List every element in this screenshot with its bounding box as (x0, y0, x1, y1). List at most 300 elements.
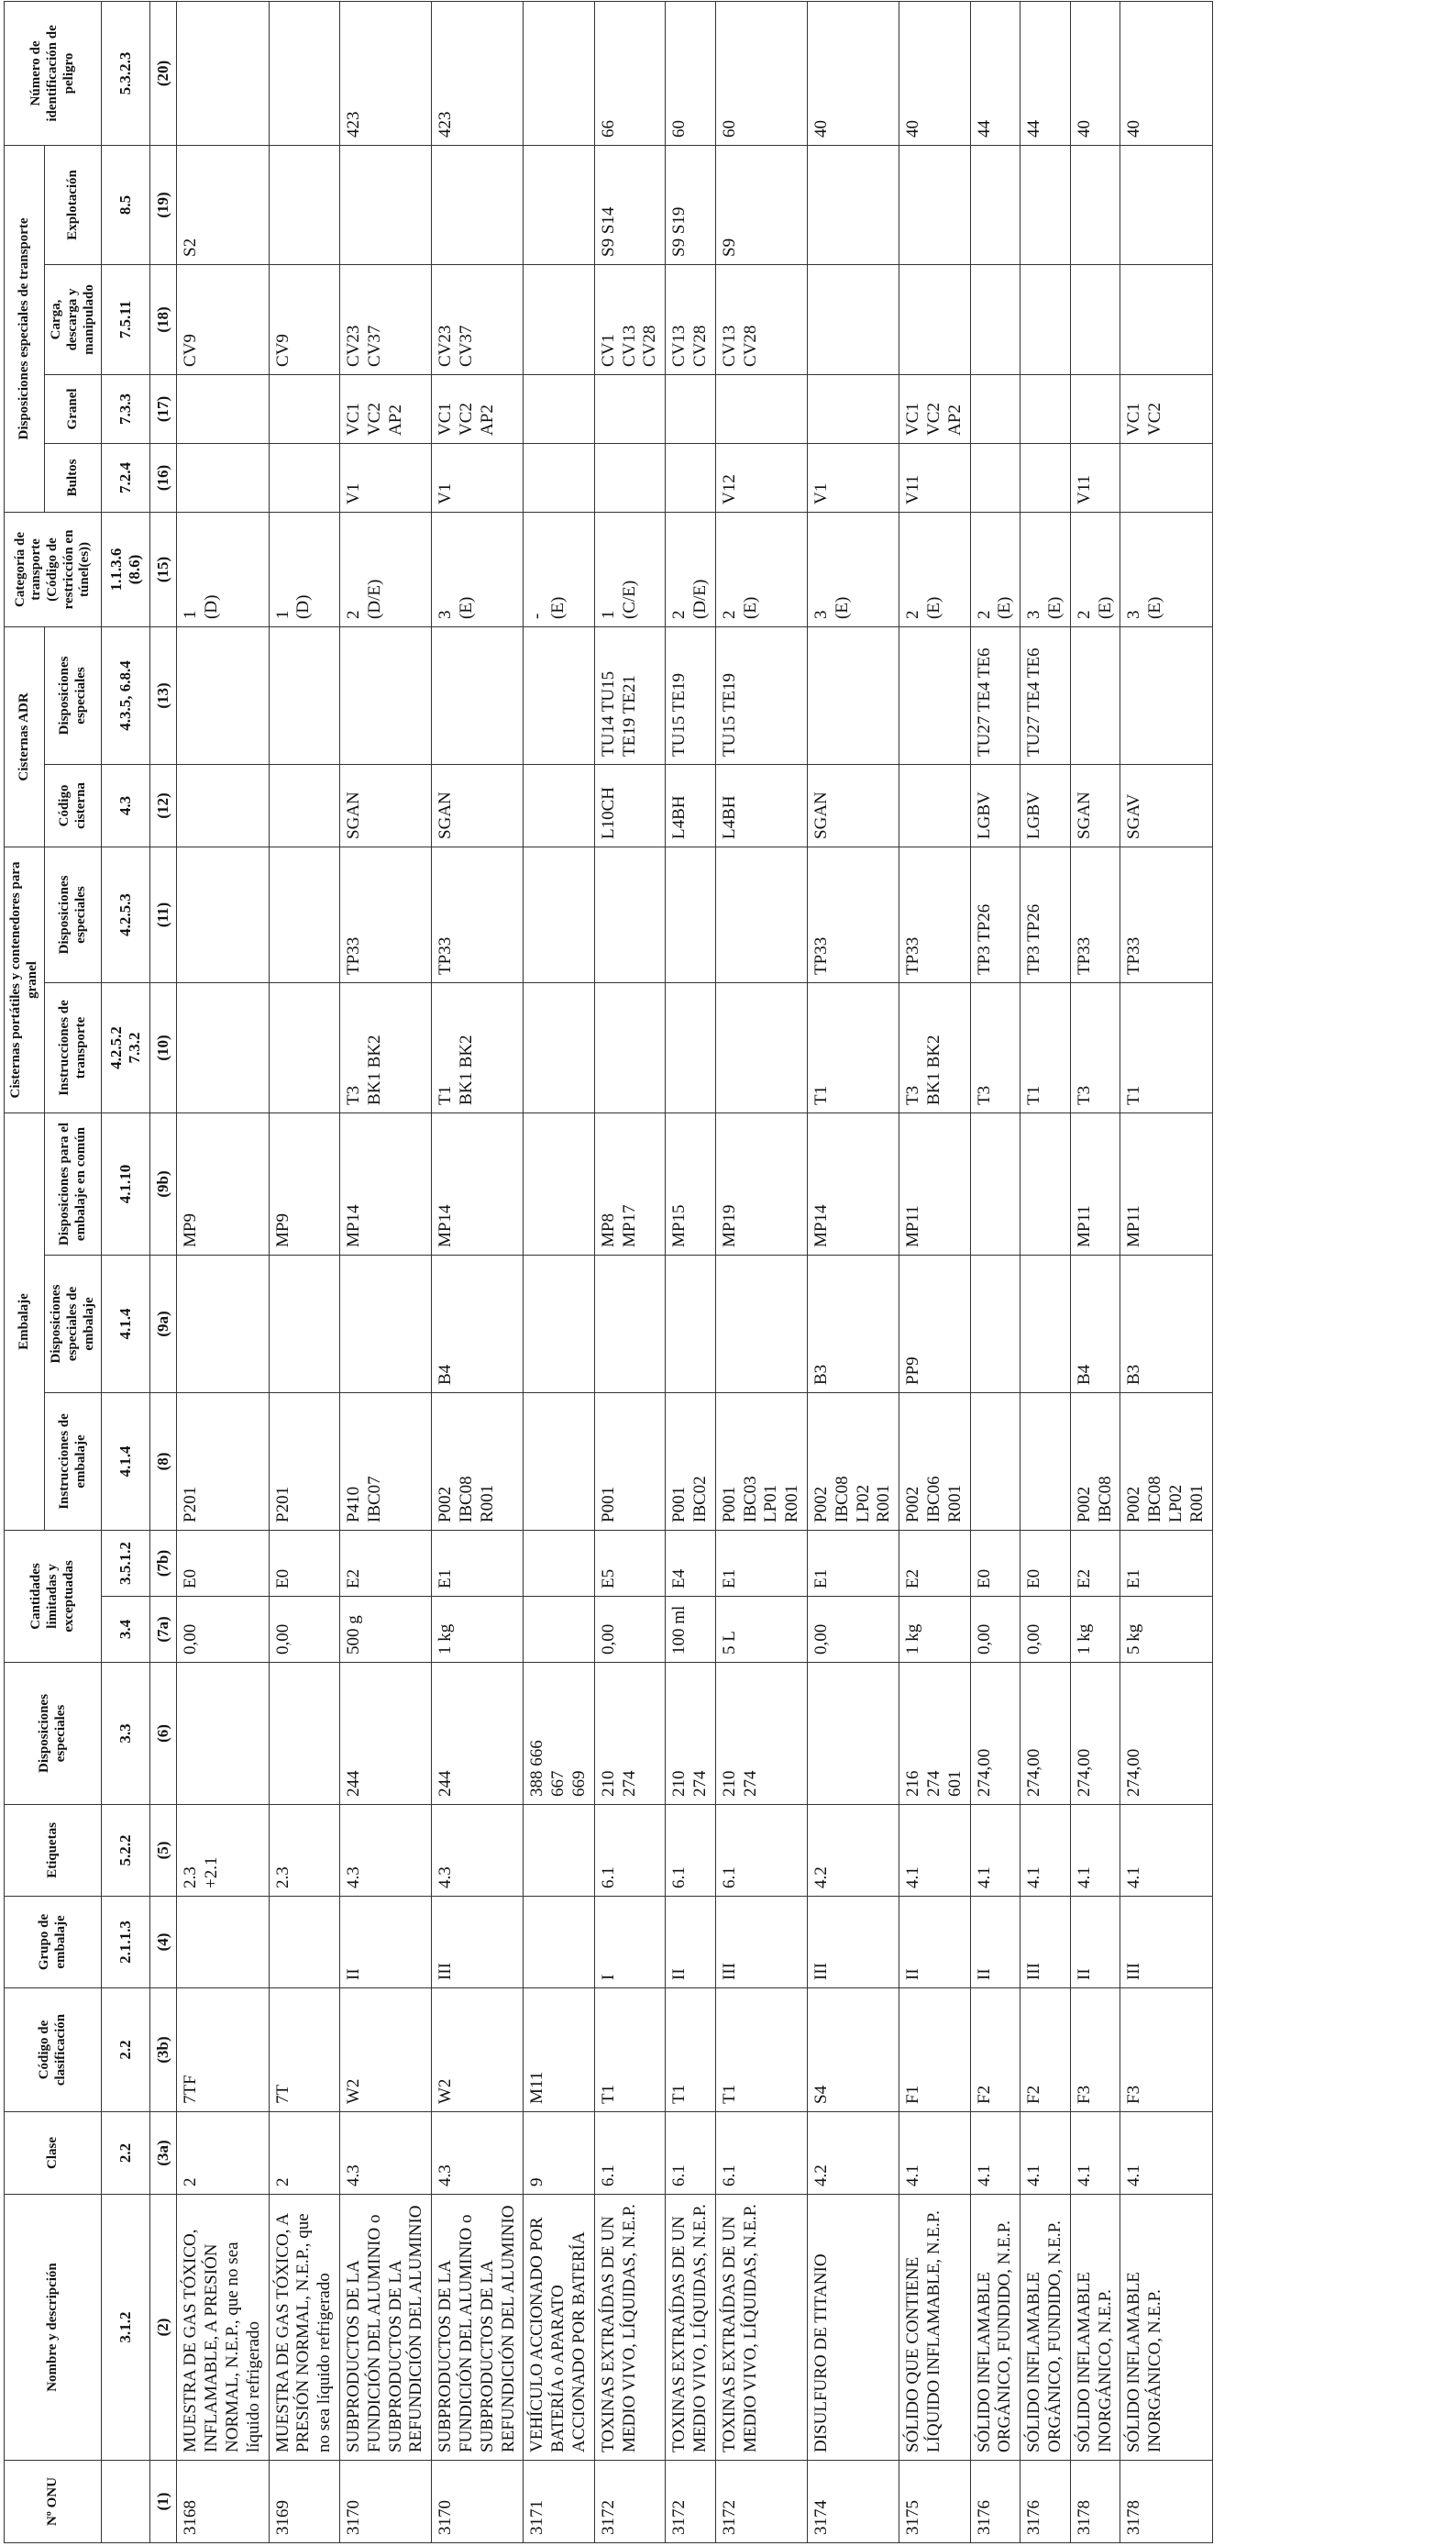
reference-cell: 4.1.4 (102, 1393, 150, 1531)
table-cell (1120, 264, 1212, 374)
table-cell: F2 (970, 1988, 1020, 2112)
table-cell (807, 264, 899, 374)
table-cell: E0 (177, 1531, 269, 1597)
table-cell (524, 1112, 594, 1255)
table-cell (666, 982, 716, 1112)
table-cell: T3 BK1 BK2 (340, 982, 432, 1112)
column-number-cell: (4) (150, 1897, 177, 1988)
header-bultos: Bultos (45, 443, 102, 512)
table-cell (1020, 1393, 1071, 1531)
table-cell: CV13 CV28 (715, 264, 807, 374)
reference-cell: 8.5 (102, 145, 150, 264)
table-cell: TU14 TU15 TE19 TE21 (594, 626, 665, 764)
table-cell (807, 145, 899, 264)
table-cell: 423 (340, 1, 432, 145)
table-cell: E1 (807, 1531, 899, 1597)
table-cell: S2 (177, 145, 269, 264)
table-cell (1020, 1112, 1071, 1255)
table-cell (1020, 443, 1071, 512)
table-cell: 500 g (340, 1597, 432, 1663)
table-cell: SÓLIDO INFLAMABLE INORGÁNICO, N.E.P. (1120, 2195, 1212, 2461)
table-cell: P201 (269, 1393, 339, 1531)
table-cell: II (1070, 1897, 1120, 1988)
table-cell: P001 IBC03 LP01 R001 (715, 1393, 807, 1531)
header-transport-provisions: Disposiciones especiales de transporte (5, 145, 45, 512)
table-cell: TOXINAS EXTRAÍDAS DE UN MEDIO VIVO, LÍQUIDAS, N.E.P. (594, 2195, 665, 2461)
table-cell (666, 1256, 716, 1393)
table-cell: 4.1 (1120, 2112, 1212, 2195)
table-cell: 210 274 (666, 1663, 716, 1805)
table-cell: P002 IBC08 LP02 R001 (1120, 1393, 1212, 1531)
table-cell: 0,00 (269, 1597, 339, 1663)
table-cell (269, 374, 339, 443)
column-number-cell: (7a) (150, 1597, 177, 1663)
table-cell (1020, 1256, 1071, 1393)
table-cell (524, 1393, 594, 1531)
table-cell: III (1120, 1897, 1212, 1988)
table-cell (715, 374, 807, 443)
table-cell: TP3 TP26 (1020, 847, 1071, 982)
table-cell (666, 374, 716, 443)
table-cell: MP14 (340, 1112, 432, 1255)
table-cell: TOXINAS EXTRAÍDAS DE UN MEDIO VIVO, LÍQUIDAS, N.E.P. (666, 2195, 716, 2461)
table-cell: 4.1 (1020, 1805, 1071, 1897)
table-row (970, 1, 1020, 2542)
table-cell: L10CH (594, 764, 665, 847)
table-row (1020, 1, 1071, 2542)
table-cell: V1 (432, 443, 524, 512)
table-cell (524, 626, 594, 764)
table-cell: II (899, 1897, 970, 1988)
table-cell: 2 (E) (970, 512, 1020, 626)
table-cell: CV9 (177, 264, 269, 374)
table-cell: T3 (1070, 982, 1120, 1112)
table-cell: MP15 (666, 1112, 716, 1255)
header-explotacion: Explotación (45, 145, 102, 264)
table-cell (269, 443, 339, 512)
table-cell (432, 145, 524, 264)
table-row (524, 1, 594, 2542)
table-cell: 0,00 (807, 1597, 899, 1663)
table-cell: B3 (1120, 1256, 1212, 1393)
table-cell (269, 1, 339, 145)
table-cell: P002 IBC08 (1070, 1393, 1120, 1531)
table-cell: P201 (177, 1393, 269, 1531)
table-cell: 2.3 +2.1 (177, 1805, 269, 1897)
table-cell: S9 S19 (666, 145, 716, 264)
table-cell (269, 626, 339, 764)
table-cell (524, 443, 594, 512)
table-row (1120, 1, 1212, 2542)
reference-cell: 4.3 (102, 764, 150, 847)
table-cell: T1 (1120, 982, 1212, 1112)
table-cell: P410 IBC07 (340, 1393, 432, 1531)
table-cell (1070, 374, 1120, 443)
table-cell (666, 847, 716, 982)
table-cell: E1 (715, 1531, 807, 1597)
table-cell: 1 (D) (177, 512, 269, 626)
table-cell: 4.3 (340, 1805, 432, 1897)
table-cell: B4 (1070, 1256, 1120, 1393)
table-cell: SÓLIDO INFLAMABLE INORGÁNICO, N.E.P. (1070, 2195, 1120, 2461)
reference-cell: 4.1.10 (102, 1112, 150, 1255)
table-cell: SÓLIDO INFLAMABLE ORGÁNICO, FUNDIDO, N.E.P. (1020, 2195, 1071, 2461)
table-cell: SGAN (432, 764, 524, 847)
table-cell: MUESTRA DE GAS TÓXICO, INFLAMABLE, A PRESIÓN NORMAL, N.E.P., que no sea líquido refrigerado (177, 2195, 269, 2461)
table-cell: 3 (E) (807, 512, 899, 626)
table-cell: VC1 VC2 (1120, 374, 1212, 443)
table-cell: 7TF (177, 1988, 269, 2112)
table-cell (524, 847, 594, 982)
table-cell (594, 847, 665, 982)
table-cell (269, 145, 339, 264)
column-number-cell: (3a) (150, 2112, 177, 2195)
table-cell (524, 374, 594, 443)
table-cell (594, 374, 665, 443)
column-number-cell: (10) (150, 982, 177, 1112)
table-cell: 3172 (715, 2461, 807, 2543)
table-row (269, 1, 339, 2542)
table-cell: SGAN (807, 764, 899, 847)
column-number-cell: (7b) (150, 1531, 177, 1597)
table-cell: T1 BK1 BK2 (432, 982, 524, 1112)
table-cell: TP33 (899, 847, 970, 982)
table-cell: B3 (807, 1256, 899, 1393)
table-cell: CV23 CV37 (432, 264, 524, 374)
table-cell: 274,00 (970, 1663, 1020, 1805)
header-special-provisions: Disposiciones especiales (5, 1663, 102, 1805)
table-cell (269, 1663, 339, 1805)
table-cell: 423 (432, 1, 524, 145)
header-hazard-number: Número de identificación de peligro (5, 1, 102, 145)
table-cell: 4.3 (432, 2112, 524, 2195)
table-cell: 40 (1120, 1, 1212, 145)
table-cell: 388 666 667 669 (524, 1663, 594, 1805)
table-cell: TU27 TE4 TE6 (1020, 626, 1071, 764)
table-cell: TP33 (432, 847, 524, 982)
table-cell: 2 (E) (715, 512, 807, 626)
table-cell: 3174 (807, 2461, 899, 2543)
reference-cell: 7.5.11 (102, 264, 150, 374)
column-number-cell: (6) (150, 1663, 177, 1805)
header-tank-code: Código cisterna (45, 764, 102, 847)
table-cell: CV23 CV37 (340, 264, 432, 374)
table-cell: 6.1 (715, 2112, 807, 2195)
reference-cell: 7.3.3 (102, 374, 150, 443)
table-cell (524, 1531, 594, 1597)
header-packing-instructions: Instrucciones de embalaje (45, 1393, 102, 1531)
table-cell (524, 145, 594, 264)
table-cell: TU15 TE19 (715, 626, 807, 764)
table-cell: II (340, 1897, 432, 1988)
table-cell: III (715, 1897, 807, 1988)
table-cell: SGAN (1070, 764, 1120, 847)
table-cell: 4.1 (970, 2112, 1020, 2195)
table-cell: 3178 (1120, 2461, 1212, 2543)
header-portable-tanks: Cisternas portátiles y contenedores para granel (5, 847, 45, 1112)
table-cell: V1 (340, 443, 432, 512)
table-cell (899, 264, 970, 374)
table-cell: CV1 CV13 CV28 (594, 264, 665, 374)
table-cell: 2 (E) (1070, 512, 1120, 626)
table-cell (340, 626, 432, 764)
table-cell (269, 847, 339, 982)
table-cell: 2 (D/E) (666, 512, 716, 626)
table-cell (177, 626, 269, 764)
table-cell: 40 (807, 1, 899, 145)
table-row (594, 1, 665, 2542)
table-cell: V11 (899, 443, 970, 512)
table-cell (970, 1256, 1020, 1393)
column-number-cell: (1) (150, 2461, 177, 2543)
table-cell: - (E) (524, 512, 594, 626)
table-cell: 3175 (899, 2461, 970, 2543)
table-cell (970, 443, 1020, 512)
table-cell: DISULFURO DE TITANIO (807, 2195, 899, 2461)
table-cell: 274,00 (1120, 1663, 1212, 1805)
table-cell (594, 443, 665, 512)
header-name: Nombre y descripción (5, 2195, 102, 2461)
table-cell: 0,00 (594, 1597, 665, 1663)
table-cell: T1 (715, 1988, 807, 2112)
table-cell (177, 982, 269, 1112)
table-cell (1020, 374, 1071, 443)
table-cell: MP11 (899, 1112, 970, 1255)
table-cell: 4.1 (1070, 1805, 1120, 1897)
table-cell: T1 (666, 1988, 716, 2112)
table-row (666, 1, 716, 2542)
table-cell (970, 264, 1020, 374)
table-cell: 0,00 (1020, 1597, 1071, 1663)
table-cell: 2 (D/E) (340, 512, 432, 626)
header-adr-tanks: Cisternas ADR (5, 626, 45, 847)
table-cell: 5 kg (1120, 1597, 1212, 1663)
table-cell: 44 (970, 1, 1020, 145)
header-tank-special: Disposiciones especiales (45, 626, 102, 764)
table-cell: P002 IBC08 R001 (432, 1393, 524, 1531)
table-cell: 6.1 (666, 2112, 716, 2195)
header-un: Nº ONU (5, 2461, 102, 2543)
table-cell: TU27 TE4 TE6 (970, 626, 1020, 764)
table-cell (1020, 264, 1071, 374)
table-cell (594, 1256, 665, 1393)
table-cell: V1 (807, 443, 899, 512)
table-header (5, 1, 177, 2542)
table-cell: 244 (432, 1663, 524, 1805)
table-cell: 3170 (340, 2461, 432, 2543)
table-cell (1120, 145, 1212, 264)
table-cell: LGBV (1020, 764, 1071, 847)
header-class: Clase (5, 2112, 102, 2195)
table-cell: 3176 (1020, 2461, 1071, 2543)
table-cell: III (807, 1897, 899, 1988)
table-cell: 4.1 (1020, 2112, 1071, 2195)
header-granel: Granel (45, 374, 102, 443)
column-number-cell: (5) (150, 1805, 177, 1897)
table-cell: II (666, 1897, 716, 1988)
column-number-cell: (13) (150, 626, 177, 764)
table-cell: 4.1 (899, 2112, 970, 2195)
table-cell: 3 (E) (1020, 512, 1071, 626)
header-packing-special: Disposiciones especiales de embalaje (45, 1256, 102, 1393)
table-cell: III (432, 1897, 524, 1988)
table-cell: 6.1 (715, 1805, 807, 1897)
header-mixed-packing: Disposiciones para el embalaje en común (45, 1112, 102, 1255)
table-cell: CV9 (269, 264, 339, 374)
table-cell (666, 443, 716, 512)
table-row (1070, 1, 1120, 2542)
header-code: Código de clasificación (5, 1988, 102, 2112)
table-cell: E5 (594, 1531, 665, 1597)
table-cell: 4.1 (1070, 2112, 1120, 2195)
table-cell: V11 (1070, 443, 1120, 512)
reference-cell: 4.1.4 (102, 1256, 150, 1393)
table-cell (1120, 626, 1212, 764)
table-cell: SÓLIDO QUE CONTIENE LÍQUIDO INFLAMABLE, N.E.P. (899, 2195, 970, 2461)
table-cell: 0,00 (970, 1597, 1020, 1663)
table-body (177, 1, 1212, 2542)
table-cell: SÓLIDO INFLAMABLE ORGÁNICO, FUNDIDO, N.E.P. (970, 2195, 1020, 2461)
table-cell: 3172 (594, 2461, 665, 2543)
table-cell: VC1 VC2 AP2 (340, 374, 432, 443)
table-cell: MP19 (715, 1112, 807, 1255)
reference-cell: 4.2.5.2 7.3.2 (102, 982, 150, 1112)
reference-cell: 4.2.5.3 (102, 847, 150, 982)
table-cell: 244 (340, 1663, 432, 1805)
column-number-cell: (9a) (150, 1256, 177, 1393)
table-cell (177, 374, 269, 443)
table-cell: 3 (E) (432, 512, 524, 626)
column-number-cell: (3b) (150, 1988, 177, 2112)
table-cell: TOXINAS EXTRAÍDAS DE UN MEDIO VIVO, LÍQUIDAS, N.E.P. (715, 2195, 807, 2461)
table-row (807, 1, 899, 2542)
table-cell (594, 982, 665, 1112)
table-cell (524, 764, 594, 847)
table-cell: 66 (594, 1, 665, 145)
table-cell: E1 (432, 1531, 524, 1597)
table-cell: 1 kg (432, 1597, 524, 1663)
table-cell: LGBV (970, 764, 1020, 847)
reference-cell: 2.2 (102, 2112, 150, 2195)
reference-cell: 3.5.1.2 (102, 1531, 150, 1597)
table-cell: S9 S14 (594, 145, 665, 264)
table-cell: 4.1 (1120, 1805, 1212, 1897)
table-cell: TU15 TE19 (666, 626, 716, 764)
table-cell: TP33 (340, 847, 432, 982)
table-cell: 2 (269, 2112, 339, 2195)
table-cell (177, 847, 269, 982)
table-cell (177, 1897, 269, 1988)
table-cell: VC1 VC2 AP2 (432, 374, 524, 443)
table-cell: E0 (269, 1531, 339, 1597)
table-cell (432, 626, 524, 764)
table-cell (177, 1256, 269, 1393)
table-cell: F2 (1020, 1988, 1071, 2112)
table-cell (269, 1897, 339, 1988)
table-cell (970, 145, 1020, 264)
table-cell: 3171 (524, 2461, 594, 2543)
table-cell: 100 ml (666, 1597, 716, 1663)
table-cell: S9 (715, 145, 807, 264)
table-cell (269, 764, 339, 847)
column-number-cell: (19) (150, 145, 177, 264)
table-cell: SGAN (340, 764, 432, 847)
column-number-cell: (2) (150, 2195, 177, 2461)
table-cell: MP14 (432, 1112, 524, 1255)
table-cell (524, 1897, 594, 1988)
table-cell: W2 (432, 1988, 524, 2112)
dangerous-goods-table (4, 1, 1213, 2543)
reference-cell: 2.1.1.3 (102, 1897, 150, 1988)
table-cell: 7T (269, 1988, 339, 2112)
table-cell (715, 982, 807, 1112)
table-cell: L4BH (715, 764, 807, 847)
table-row (177, 1, 269, 2542)
table-cell: E2 (1070, 1531, 1120, 1597)
table-cell: P001 (594, 1393, 665, 1531)
table-cell: 5 L (715, 1597, 807, 1663)
table-cell: 1 kg (1070, 1597, 1120, 1663)
table-cell: E2 (899, 1531, 970, 1597)
table-cell: MP14 (807, 1112, 899, 1255)
table-cell: 210 274 (715, 1663, 807, 1805)
table-cell (899, 764, 970, 847)
table-cell: 40 (899, 1, 970, 145)
table-cell (524, 1256, 594, 1393)
table-cell: 274,00 (1070, 1663, 1120, 1805)
table-cell: T1 (1020, 982, 1071, 1112)
table-cell (524, 1805, 594, 1897)
table-cell: 2 (177, 2112, 269, 2195)
header-transport-category: Categoría de transporte (Código de restricción en túnel(es)) (5, 512, 102, 626)
table-cell: II (970, 1897, 1020, 1988)
table-cell (269, 982, 339, 1112)
reference-cell: 7.2.4 (102, 443, 150, 512)
table-cell (177, 443, 269, 512)
table-cell: E0 (970, 1531, 1020, 1597)
table-cell: VEHÍCULO ACCIONADO POR BATERÍA o APARATO ACCIONADO POR BATERÍA (524, 2195, 594, 2461)
table-row (340, 1, 432, 2542)
table-cell: P002 IBC08 LP02 R001 (807, 1393, 899, 1531)
table-cell (340, 145, 432, 264)
column-number-row (150, 1, 177, 2542)
table-cell (807, 374, 899, 443)
table-cell: T1 (594, 1988, 665, 2112)
reference-cell: 4.3.5, 6.8.4 (102, 626, 150, 764)
table-cell: MP9 (177, 1112, 269, 1255)
header-carga: Carga, descarga y manipulado (45, 264, 102, 374)
table-cell (899, 626, 970, 764)
table-cell: W2 (340, 1988, 432, 2112)
table-cell (1120, 443, 1212, 512)
table-cell: 3170 (432, 2461, 524, 2543)
table-cell (715, 847, 807, 982)
table-cell: 40 (1070, 1, 1120, 145)
header-portable-instructions: Instrucciones de transporte (45, 982, 102, 1112)
header-packing-group: Grupo de embalaje (5, 1897, 102, 1988)
table-cell (1020, 145, 1071, 264)
table-cell (269, 1256, 339, 1393)
table-cell: F3 (1070, 1988, 1120, 2112)
table-cell: CV13 CV28 (666, 264, 716, 374)
table-cell: 3172 (666, 2461, 716, 2543)
table-cell: S4 (807, 1988, 899, 2112)
table-cell: 3 (E) (1120, 512, 1212, 626)
table-cell: E4 (666, 1531, 716, 1597)
table-cell: 4.1 (970, 1805, 1020, 1897)
table-cell: TP33 (1120, 847, 1212, 982)
table-cell: TP33 (807, 847, 899, 982)
